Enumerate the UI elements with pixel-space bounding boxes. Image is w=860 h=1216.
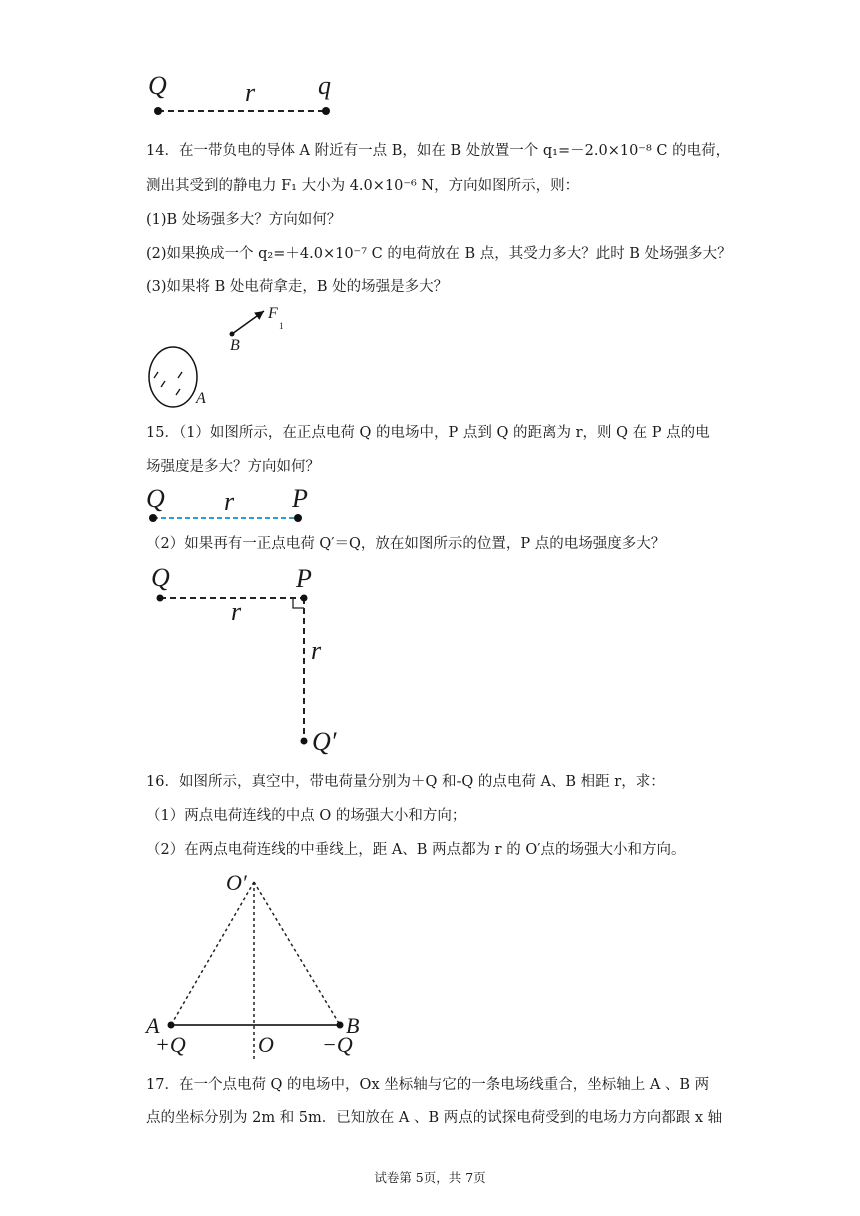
q15-fig2-q-label: Q [151, 563, 170, 592]
q14-sub3: (3)如果将 B 处电荷拿走，B 处的场强是多大？ [146, 279, 449, 295]
q15-fig1-p-label: P [292, 484, 308, 513]
q17-line2: 点的坐标分别为 2m 和 5m．已知放在 A 、B 两点的试探电荷受到的电场力方向都跟 x 轴 [146, 1110, 723, 1126]
q14-line1: 14．在一带负电的导体 A 附近有一点 B，如在 B 处放置一个 q₁=－2.0×10⁻⁸ C 的电荷， [146, 143, 731, 159]
charge-a-dot [168, 1022, 175, 1029]
fig13-left-label: Q [148, 71, 167, 100]
q15-part2: （2）如果再有一正点电荷 Q′＝Q，放在如图所示的位置，P 点的电场强度多大？ [146, 536, 666, 552]
q16-o-label: O [258, 1032, 274, 1057]
q17-line1: 17．在一个点电荷 Q 的电场中，Ox 坐标轴与它的一条电场线重合，坐标轴上 A 、B 两 [146, 1077, 710, 1093]
q16-b-label: B [346, 1013, 360, 1038]
q15-fig2-p-label: P [296, 564, 312, 593]
q16-a-charge: +Q [155, 1032, 186, 1057]
q16-top-label: O′ [226, 870, 247, 895]
q14-sub1: (1)B 处场强多大？方向如何？ [146, 212, 342, 228]
page-footer: 试卷第 5页，共 7页 [374, 1170, 486, 1185]
q16-line1: 16．如图所示，真空中，带电荷量分别为＋Q 和-Q 的点电荷 A、B 相距 r，求： [146, 774, 665, 790]
q14-sub2: (2)如果换成一个 q₂=＋4.0×10⁻⁷ C 的电荷放在 B 点，其受力多大？此时 B 处场强多大？ [146, 246, 732, 262]
q16-a-label: A [146, 1013, 160, 1038]
q15-fig2-q2-label: Q′ [312, 727, 337, 756]
q15-fig1-r-label: r [224, 487, 235, 516]
q16-sub2: （2）在两点电荷连线的中垂线上，距 A、B 两点都为 r 的 O′点的场强大小和方向。 [146, 842, 686, 858]
point-b-label: B [230, 337, 240, 354]
conductor-a-label: A [196, 390, 206, 407]
q16-b-charge: −Q [322, 1032, 353, 1057]
q15-fig1-q-label: Q [146, 484, 165, 513]
force-label: F [268, 305, 278, 322]
fig13-mid-label: r [245, 78, 256, 107]
q15-fig2-rv-label: r [311, 636, 322, 665]
q15-fig2-rh-label: r [231, 597, 242, 626]
q16-sub1: （1）两点电荷连线的中点 O 的场强大小和方向； [146, 808, 467, 824]
charge-b-dot [337, 1022, 344, 1029]
fig13-right-label: q [318, 71, 331, 100]
q15-line1: 15．（1）如图所示，在正点电荷 Q 的电场中，P 点到 Q 的距离为 r，则 Q 在 P 点的电 [146, 425, 710, 441]
q15-line2: 场强度是多大？方向如何？ [146, 459, 320, 475]
force-sub: 1 [279, 321, 284, 331]
q14-line2: 测出其受到的静电力 F₁ 大小为 4.0×10⁻⁶ N，方向如图所示，则： [146, 178, 580, 194]
